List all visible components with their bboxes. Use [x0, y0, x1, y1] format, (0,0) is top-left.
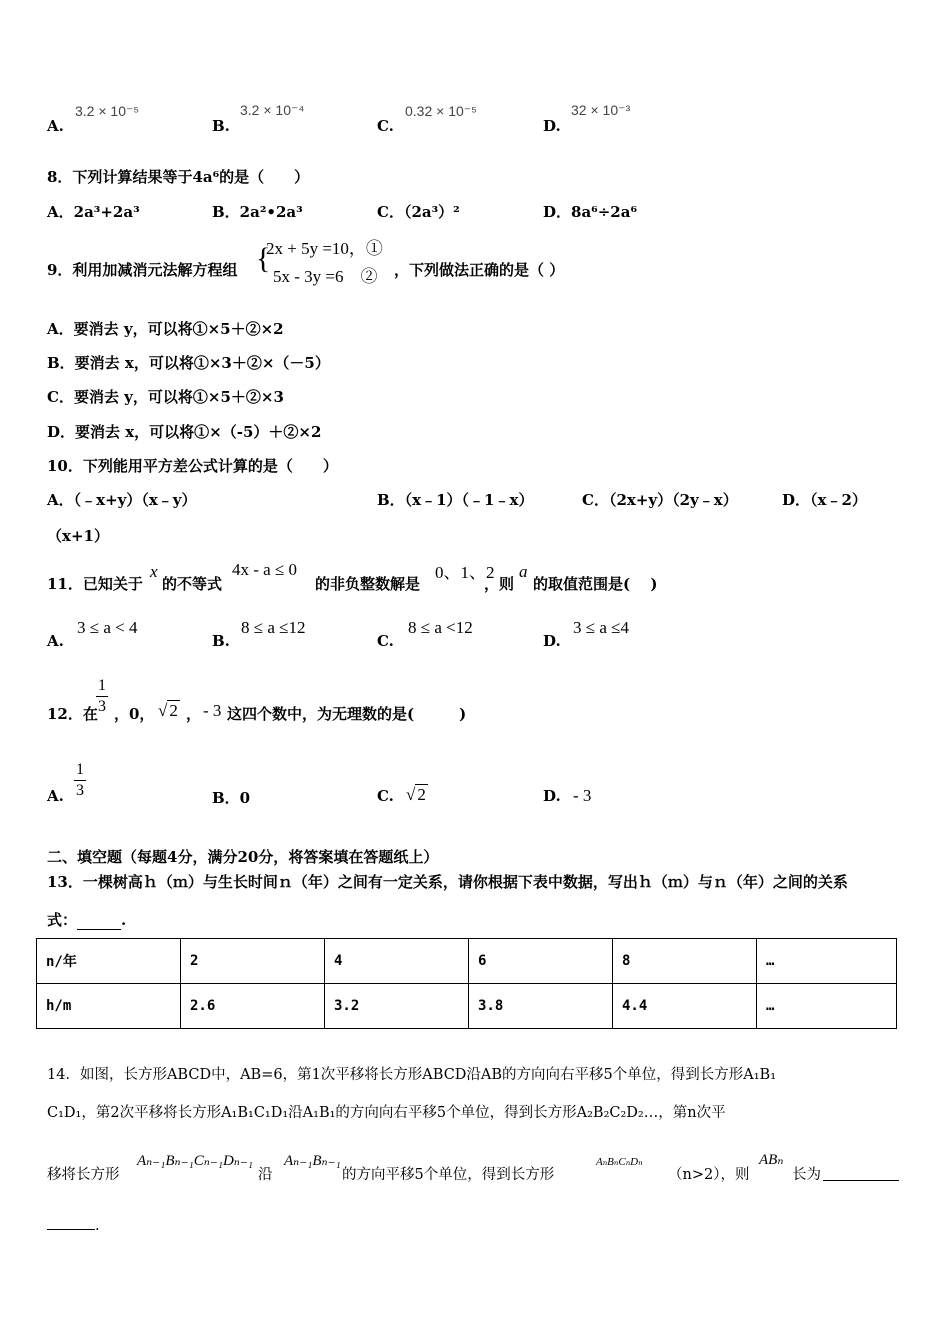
q13-suffix: . [121, 911, 127, 929]
q11-option-a: 3 ≤ a < 4 [77, 618, 138, 637]
q12-option-d: - 3 [573, 786, 592, 805]
table-cell: 4.4 [613, 984, 757, 1029]
q11-option-d-label: D. [543, 632, 561, 650]
q12-neg-three: - 3 [203, 701, 222, 720]
table-row [37, 939, 897, 984]
q7-option-a-label: A. [47, 117, 64, 135]
q9-equation-1: 2x + 5y =10，① [266, 239, 383, 258]
q9-option-a: A．要消去 y，可以将①×5＋②×2 [47, 320, 284, 338]
q11-text-1: 11．已知关于 [47, 575, 143, 593]
q12-option-c-label: C. [377, 787, 394, 805]
q11-var-a: a [519, 562, 528, 581]
q12-option-c-sqrt-value: 2 [417, 785, 426, 804]
q11-inequality: 4x - a ≤ 0 [232, 560, 298, 579]
q7-option-d: 32 × 10⁻³ [571, 102, 631, 118]
q11-option-c-label: C. [377, 632, 394, 650]
q12-sqrt: √ 2 [158, 701, 178, 720]
q7-option-d-label: D. [543, 117, 561, 135]
table-cell: 3.2 [325, 984, 469, 1029]
q12-option-a-denominator: 3 [76, 782, 84, 799]
q9-option-c: C．要消去 y，可以将①×5＋②×3 [47, 388, 284, 406]
q14-line-3-text-2: 沿 [258, 1167, 273, 1183]
q14-ab-n: ABₙ [759, 1152, 784, 1168]
q9-option-d: D．要消去 x，可以将①×（-5）＋②×2 [47, 423, 322, 441]
q9-equation-2: 5x - 3y =6 ② [273, 267, 378, 286]
q12-text-1: 12．在 [47, 705, 98, 723]
table-row [37, 984, 897, 1029]
q11-option-b-label: B. [212, 632, 230, 650]
q12-text-2: ，0， [114, 705, 155, 723]
q7-option-a: 3.2 × 10⁻⁵ [75, 103, 140, 119]
q11-option-a-label: A. [47, 632, 64, 650]
q12-option-c-sqrt: √ 2 [406, 785, 426, 804]
q12-text-3: ， [186, 705, 202, 723]
q10-stem: 10．下列能用平方差公式计算的是（ ） [47, 457, 338, 475]
q8-option-a: A．2a³+2a³ [47, 203, 140, 221]
q11-solutions: 0、1、2 [435, 563, 495, 582]
q10-option-a: A．（﹣x+y）（x﹣y） [47, 491, 197, 509]
q11-text-2: 的不等式 [162, 575, 223, 593]
q14-answer-blank-1[interactable] [823, 1163, 899, 1181]
q7-option-c-label: C. [377, 117, 394, 135]
table-cell: 6 [469, 939, 613, 984]
q10-option-c: C．（2x+y）（2y﹣x） [582, 491, 738, 509]
q7-option-b: 3.2 × 10⁻⁴ [240, 102, 305, 118]
q9-option-b: B．要消去 x，可以将①×3＋②×（－5） [47, 354, 330, 372]
q12-text-4: 这四个数中，为无理数的是( ) [227, 705, 467, 723]
table-cell: n/年 [37, 939, 181, 984]
q12-option-a-label: A. [47, 787, 64, 805]
q13-stem-line-1: 13．一棵树高ｈ（ｍ）与生长时间ｎ（年）之间有一定关系，请你根据下表中数据，写出ｈ（ｍ）与ｎ（年）之间的关系 [47, 873, 848, 891]
table-cell: 8 [613, 939, 757, 984]
q12-option-a-numerator: 1 [74, 760, 86, 781]
table-cell: 4 [325, 939, 469, 984]
q14-line-3-text-5: 长为 [792, 1167, 821, 1183]
q11-option-c: 8 ≤ a <12 [408, 618, 473, 637]
q10-option-d-continued: （x+1） [47, 527, 109, 545]
q14-line-4: . [47, 1212, 100, 1234]
table-cell: 3.8 [469, 984, 613, 1029]
q7-option-c: 0.32 × 10⁻⁵ [405, 103, 477, 119]
q14-line-3-text-4: （n>2），则 [668, 1167, 750, 1183]
q11-text-4: ，则 [484, 575, 515, 593]
q12-fraction-numerator: 1 [96, 676, 108, 697]
q14-line-1: 14．如图，长方形ABCD中，AB=6，第1次平移将长方形ABCD沿AB的方向向右平移5个单位，得到长方形A₁B₁ [47, 1067, 777, 1083]
q12-option-d-label: D. [543, 787, 561, 805]
table-cell: … [757, 984, 897, 1029]
q9-brace: { [256, 242, 271, 275]
q12-sqrt-value: 2 [169, 701, 178, 720]
q12-option-b: B．0 [212, 789, 251, 807]
q7-option-b-label: B. [212, 117, 230, 135]
q13-data-table [36, 938, 897, 1029]
section-2-title: 二、填空题（每题4分，满分20分，将答案填在答题纸上） [47, 848, 439, 866]
table-cell: … [757, 939, 897, 984]
q9-stem-after: ，下列做法正确的是（ ） [394, 261, 565, 279]
q14-rect-n: AₙBₙCₙDₙ [596, 1156, 643, 1168]
q9-stem-before: 9．利用加减消元法解方程组 [47, 261, 238, 279]
q12-option-a-fraction [74, 760, 86, 801]
q13-prefix: 式： [47, 911, 78, 929]
q11-option-b: 8 ≤ a ≤12 [241, 618, 306, 637]
table-cell: 2.6 [181, 984, 325, 1029]
q12-fraction [96, 676, 108, 717]
q8-option-d: D．8a⁶÷2a⁶ [543, 203, 638, 221]
table-cell: h/m [37, 984, 181, 1029]
q8-option-b: B．2a²•2a³ [212, 203, 303, 221]
q13-answer-blank[interactable] [77, 911, 121, 930]
q14-answer-blank-2[interactable] [47, 1212, 95, 1230]
q11-text-5: 的取值范围是( ) [533, 575, 658, 593]
q8-option-c: C．（2a³）² [377, 203, 460, 221]
q14-line-3-text-1: 移将长方形 [47, 1167, 120, 1183]
q10-option-d: D．（x﹣2） [782, 491, 867, 509]
q12-fraction-denominator: 3 [98, 698, 106, 715]
table-cell: 2 [181, 939, 325, 984]
q14-line-3-text-3: 的方向平移5个单位，得到长方形 [342, 1167, 555, 1183]
q14-line-2: C₁D₁，第2次平移将长方形A₁B₁C₁D₁沿A₁B₁的方向向右平移5个单位，得到长方形A₂B₂C₂D₂…，第n次平 [47, 1105, 726, 1121]
q14-rect-prev: Aₙ₋₁Bₙ₋₁Cₙ₋₁Dₙ₋₁ [137, 1153, 254, 1169]
q14-side-prev: Aₙ₋₁Bₙ₋₁ [284, 1153, 341, 1169]
q11-option-d: 3 ≤ a ≤4 [573, 618, 629, 637]
q11-text-3: 的非负整数解是 [315, 575, 421, 593]
q10-option-b: B．（x﹣1）（﹣1﹣x） [377, 491, 534, 509]
q8-stem: 8．下列计算结果等于4a⁶的是（ ） [47, 168, 310, 186]
q13-stem-line-2 [47, 909, 126, 930]
q11-var-x: x [150, 562, 158, 581]
